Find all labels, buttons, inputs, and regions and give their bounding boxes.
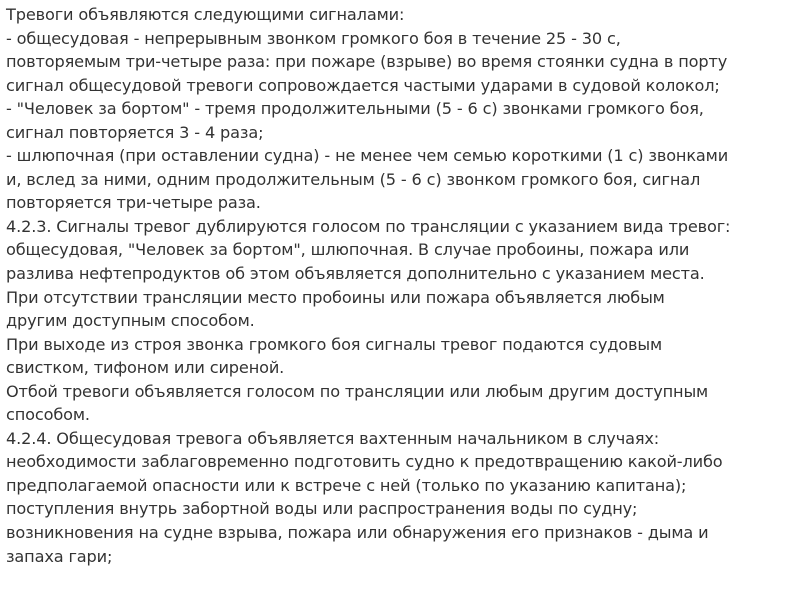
text-line: - общесудовая - непрерывным звонком громкого боя в течение 25 - 30 с,	[6, 28, 621, 48]
text-line: 4.2.3. Сигналы тревог дублируются голосом по трансляции с указанием вида тревог:	[6, 216, 731, 236]
text-line: повторяемым три-четыре раза: при пожаре (взрыве) во время стоянки судна в порту	[6, 52, 728, 72]
text-line: При выходе из строя звонка громкого боя сигналы тревог подаются судовым	[6, 334, 662, 354]
document-body	[6, 3, 794, 568]
text-line: другим доступным способом.	[6, 311, 255, 331]
text-line: предполагаемой опасности или к встрече с ней (только по указанию капитана);	[6, 475, 687, 495]
text-line: При отсутствии трансляции место пробоины или пожара объявляется любым	[6, 287, 665, 307]
text-line: 4.2.4. Общесудовая тревога объявляется вахтенным начальником в случаях:	[6, 428, 660, 448]
text-line: Отбой тревоги объявляется голосом по трансляции или любым другим доступным	[6, 381, 709, 401]
text-line: поступления внутрь забортной воды или распространения воды по судну;	[6, 499, 638, 519]
text-line: общесудовая, "Человек за бортом", шлюпочная. В случае пробоины, пожара или	[6, 240, 690, 260]
text-line: запаха гари;	[6, 546, 113, 566]
text-line: сигнал повторяется 3 - 4 раза;	[6, 122, 264, 142]
text-line: сигнал общесудовой тревоги сопровождается частыми ударами в судовой колокол;	[6, 75, 720, 95]
text-line: Тревоги объявляются следующими сигналами:	[6, 5, 405, 24]
text-line: необходимости заблаговременно подготовить судно к предотвращению какой-либо	[6, 452, 723, 472]
text-line: разлива нефтепродуктов об этом объявляется дополнительно с указанием места.	[6, 264, 705, 284]
text-line: способом.	[6, 405, 90, 425]
text-line: - "Человек за бортом" - тремя продолжительными (5 - 6 с) звонками громкого боя,	[6, 99, 704, 119]
text-line: и, вслед за ними, одним продолжительным (5 - 6 с) звонком громкого боя, сигнал	[6, 169, 701, 189]
text-line: - шлюпочная (при оставлении судна) - не менее чем семью короткими (1 с) звонками	[6, 146, 729, 166]
text-line: возникновения на судне взрыва, пожара или обнаружения его признаков - дыма и	[6, 523, 709, 543]
text-line: свистком, тифоном или сиреной.	[6, 358, 285, 378]
text-line: повторяется три-четыре раза.	[6, 193, 261, 213]
